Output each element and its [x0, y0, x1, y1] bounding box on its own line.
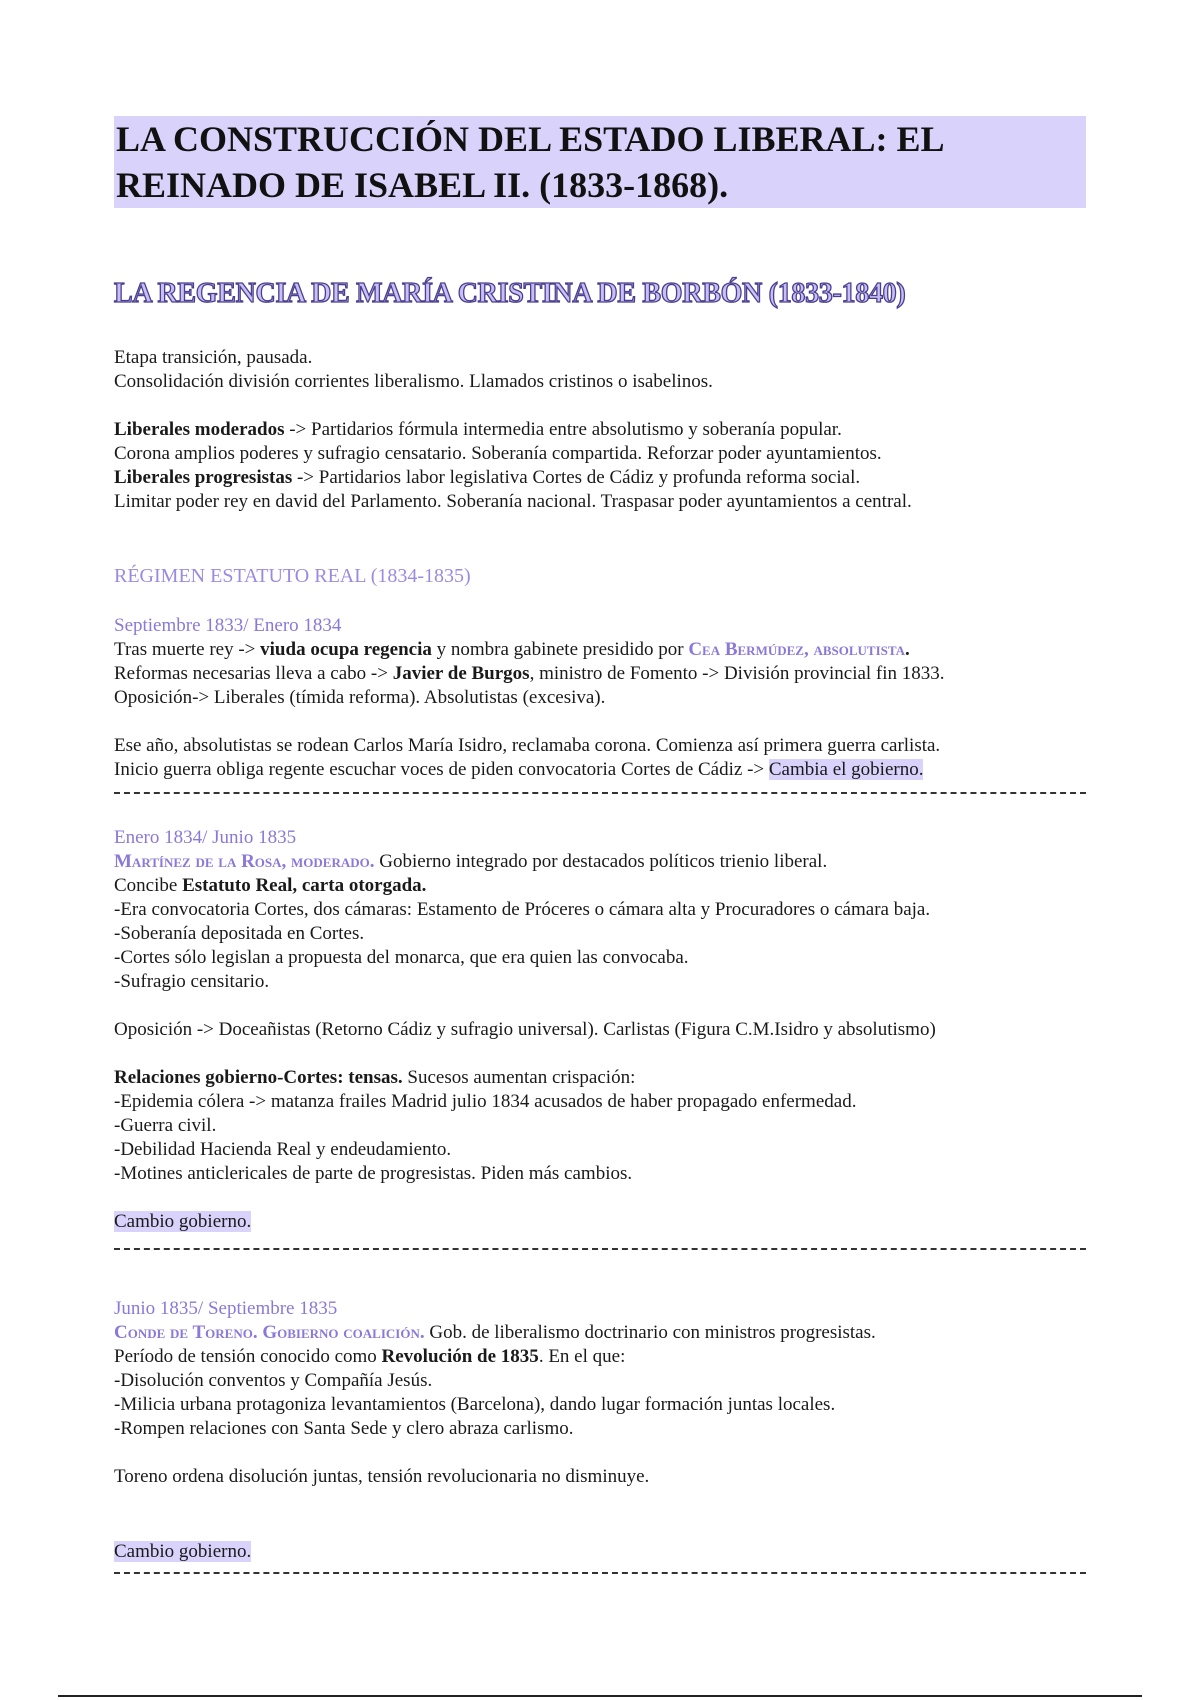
progresistas-text: -> Partidarios labor legislativa Cortes de Cádiz y profunda reforma social.: [292, 467, 861, 488]
period1-line3: Oposición-> Liberales (tímida reforma). Absolutistas (excesiva).: [114, 687, 606, 708]
period2-line3: -Era convocatoria Cortes, dos cámaras: Estamento de Próceres o cámara alta y Procuradores o cámara baja.: [114, 899, 931, 920]
main-title-line1: LA CONSTRUCCIÓN DEL ESTADO LIBERAL: EL: [116, 119, 945, 159]
progresistas-label: Liberales progresistas: [114, 467, 293, 488]
period1-date: Septiembre 1833/ Enero 1834: [114, 615, 342, 636]
cea-bermudez: Cea Bermúdez, absolutista: [688, 639, 905, 660]
period2-line5: -Cortes sólo legislan a propuesta del monarca, que era quien las convocaba.: [114, 947, 689, 968]
period3-date: Junio 1835/ Septiembre 1835: [114, 1298, 338, 1319]
divider-2: [114, 1248, 1086, 1250]
divider-1: [114, 792, 1086, 794]
period3-line5: -Rompen relaciones con Santa Sede y clero abraza carlismo.: [114, 1418, 574, 1439]
divider-3: [114, 1572, 1086, 1574]
period3-line1: Conde de Toreno. Gobierno coalición. Gob. de liberalismo doctrinario con ministros progresistas.: [114, 1322, 876, 1343]
progresistas-line2: Limitar poder rey en david del Parlamento. Soberanía nacional. Traspasar poder ayuntamientos a central.: [114, 491, 912, 512]
main-title: [114, 116, 1086, 208]
period2-line4: -Soberanía depositada en Cortes.: [114, 923, 365, 944]
main-title-line2: REINADO DE ISABEL II. (1833-1868).: [116, 165, 729, 205]
period1-line2: Reformas necesarias lleva a cabo -> Javier de Burgos, ministro de Fomento -> División provincial fin 1833.: [114, 663, 945, 684]
intro-block: [114, 346, 1094, 394]
period2-line10: -Guerra civil.: [114, 1115, 217, 1136]
intro-line2: Consolidación división corrientes liberalismo. Llamados cristinos o isabelinos.: [114, 371, 713, 392]
period3-line3: -Disolución conventos y Compañía Jesús.: [114, 1370, 433, 1391]
period3-line6: Toreno ordena disolución juntas, tensión revolucionaria no disminuye.: [114, 1466, 650, 1487]
period3-line4: -Milicia urbana protagoniza levantamientos (Barcelona), dando lugar formación juntas locales.: [114, 1394, 836, 1415]
period2-block: [114, 826, 1094, 1234]
period1-line5: Inicio guerra obliga regente escuchar voces de piden convocatoria Cortes de Cádiz -> Cambia el gobierno.: [114, 759, 924, 780]
period2-line6: -Sufragio censitario.: [114, 971, 270, 992]
period3-block: [114, 1297, 1094, 1489]
period2-line11: -Debilidad Hacienda Real y endeudamiento.: [114, 1139, 452, 1160]
conde-de-toreno: Conde de Toreno. Gobierno coalición.: [114, 1322, 425, 1343]
period2-line8: Relaciones gobierno-Cortes: tensas. Sucesos aumentan crispación:: [114, 1067, 636, 1088]
regimen-heading-block: [114, 564, 1094, 588]
section-title: LA REGENCIA DE MARÍA CRISTINA DE BORBÓN (1833-1840): [114, 278, 906, 309]
period3-cambio: Cambio gobierno.: [114, 1541, 252, 1562]
liberales-block: [114, 418, 1094, 514]
cambia-gobierno-highlight: Cambia el gobierno.: [768, 759, 924, 780]
moderados-line2: Corona amplios poderes y sufragio censatario. Soberanía compartida. Reforzar poder ayuntamientos.: [114, 443, 882, 464]
page-bottom-rule: [58, 1695, 1142, 1697]
moderados-text: -> Partidarios fórmula intermedia entre absolutismo y soberanía popular.: [284, 419, 842, 440]
period2-line7: Oposición -> Doceañistas (Retorno Cádiz y sufragio universal). Carlistas (Figura C.M.Isidro y absolutismo): [114, 1019, 936, 1040]
period3-line2: Período de tensión conocido como Revolución de 1835. En el que:: [114, 1346, 626, 1367]
period2-cambio: Cambio gobierno.: [114, 1211, 252, 1232]
intro-line1: Etapa transición, pausada.: [114, 347, 313, 368]
period1-line1: Tras muerte rey -> viuda ocupa regencia y nombra gabinete presidido por Cea Bermúdez, absolutista.: [114, 639, 910, 660]
period2-line1: Martínez de la Rosa, moderado. Gobierno integrado por destacados políticos trienio liberal.: [114, 851, 828, 872]
moderados-label: Liberales moderados: [114, 419, 285, 440]
moderados-line: [114, 418, 1094, 442]
period1-line4: Ese año, absolutistas se rodean Carlos María Isidro, reclamaba corona. Comienza así primera guerra carlista.: [114, 735, 941, 756]
period3-cambio-block: [114, 1540, 1094, 1564]
period2-line2: Concibe Estatuto Real, carta otorgada.: [114, 875, 427, 896]
period2-line9: -Epidemia cólera -> matanza frailes Madrid julio 1834 acusados de haber propagado enfermedad.: [114, 1091, 857, 1112]
regimen-title: RÉGIMEN ESTATUTO REAL (1834-1835): [114, 565, 471, 587]
period1-block: [114, 614, 1094, 782]
progresistas-line: [114, 466, 1094, 490]
period2-line12: -Motines anticlericales de parte de progresistas. Piden más cambios.: [114, 1163, 633, 1184]
period2-date: Enero 1834/ Junio 1835: [114, 827, 297, 848]
martinez-de-la-rosa: Martínez de la Rosa, moderado.: [114, 851, 375, 872]
